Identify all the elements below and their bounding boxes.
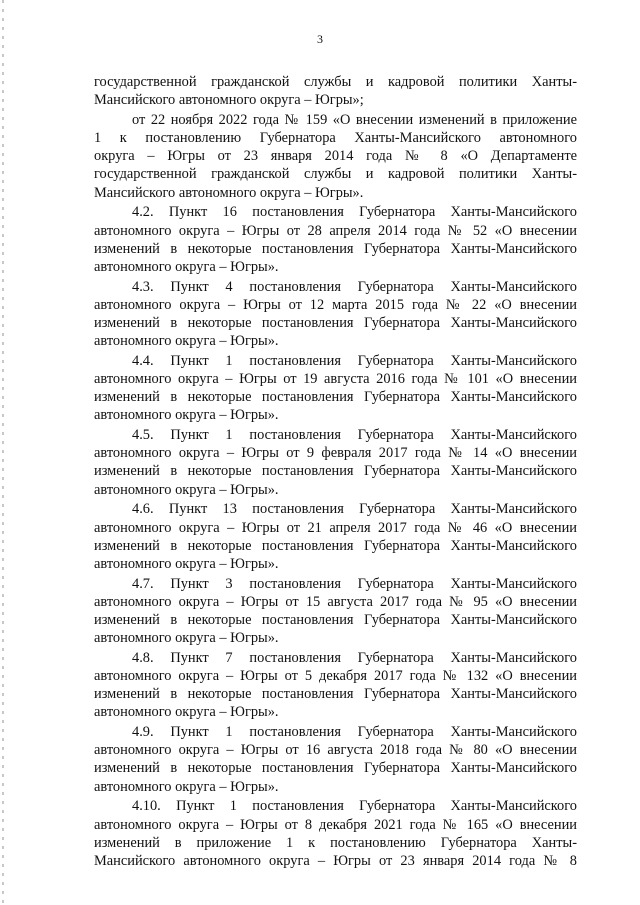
text-line: государственной гражданской службы и кадровой политики Ханты- bbox=[94, 166, 577, 183]
text-line: изменений в некоторые постановления Губернатора Ханты-Мансийского bbox=[94, 760, 577, 777]
paragraph-item-4-9 bbox=[94, 723, 577, 796]
paragraph-item-4-5 bbox=[94, 426, 577, 499]
text-line: автономного округа – Югры от 15 августа 2017 года № 95 «О внесении bbox=[94, 593, 577, 610]
text-line: изменений в некоторые постановления Губернатора Ханты-Мансийского bbox=[94, 463, 577, 480]
text-line: изменений в некоторые постановления Губернатора Ханты-Мансийского bbox=[94, 686, 577, 703]
text-line: автономного округа – Югры от 28 апреля 2014 года № 52 «О внесении bbox=[94, 222, 577, 239]
text-line: автономного округа – Югры от 5 декабря 2017 года № 132 «О внесении bbox=[94, 668, 577, 684]
text-line: автономного округа – Югры от 19 августа 2016 года № 101 «О внесении bbox=[94, 371, 577, 387]
document-body bbox=[94, 73, 577, 872]
text-line: автономного округа – Югры». bbox=[94, 407, 279, 424]
paragraph-nov-2022 bbox=[94, 111, 577, 202]
paragraph-item-4-7 bbox=[94, 575, 577, 648]
text-line: 4.8. Пункт 7 постановления Губернатора Ханты-Мансийского bbox=[132, 649, 577, 666]
text-line: 4.5. Пункт 1 постановления Губернатора Ханты-Мансийского bbox=[132, 427, 577, 444]
text-line: 4.2. Пункт 16 постановления Губернатора Ханты-Мансийского bbox=[132, 204, 577, 221]
text-line: Мансийского автономного округа – Югры». bbox=[94, 184, 364, 201]
text-line: изменений в некоторые постановления Губернатора Ханты-Мансийского bbox=[94, 314, 577, 331]
paragraph-item-4-3 bbox=[94, 278, 577, 351]
text-line: автономного округа – Югры от 16 августа 2018 года № 80 «О внесении bbox=[94, 742, 577, 759]
page-number: 3 bbox=[317, 32, 323, 46]
text-line: округа – Югры от 23 января 2014 года № 8 «О Департаменте bbox=[94, 148, 577, 165]
text-line: автономного округа – Югры от 21 апреля 2017 года № 46 «О внесении bbox=[94, 519, 577, 536]
paragraph-item-4-2 bbox=[94, 203, 577, 276]
text-line: 4.10. Пункт 1 постановления Губернатора Ханты-Мансийского bbox=[132, 798, 577, 815]
scan-edge-artifact bbox=[2, 0, 4, 905]
text-line: 4.4. Пункт 1 постановления Губернатора Ханты-Мансийского bbox=[132, 352, 577, 369]
text-line: 1 к постановлению Губернатора Ханты-Мансийского автономного bbox=[94, 130, 577, 147]
paragraph-item-4-8 bbox=[94, 649, 577, 722]
text-line: 4.9. Пункт 1 постановления Губернатора Ханты-Мансийского bbox=[132, 724, 577, 741]
text-line: автономного округа – Югры». bbox=[94, 481, 279, 498]
text-line: 4.6. Пункт 13 постановления Губернатора Ханты-Мансийского bbox=[132, 501, 577, 518]
text-line: автономного округа – Югры от 8 декабря 2021 года № 165 «О внесении bbox=[94, 816, 577, 833]
paragraph-item-4-10 bbox=[94, 797, 577, 870]
paragraph-item-4-6 bbox=[94, 500, 577, 573]
text-line: изменений в некоторые постановления Губернатора Ханты-Мансийского bbox=[94, 611, 577, 628]
text-line: Мансийского автономного округа – Югры»; bbox=[94, 92, 364, 109]
text-line: 4.7. Пункт 3 постановления Губернатора Ханты-Мансийского bbox=[132, 575, 577, 592]
text-line: изменений в некоторые постановления Губернатора Ханты-Мансийского bbox=[94, 240, 577, 257]
text-line: автономного округа – Югры». bbox=[94, 258, 279, 275]
text-line: изменений в некоторые постановления Губернатора Ханты-Мансийского bbox=[94, 389, 577, 406]
text-line: автономного округа – Югры». bbox=[94, 778, 279, 795]
paragraph-intro-continuation bbox=[94, 73, 577, 109]
text-line: автономного округа – Югры от 12 марта 2015 года № 22 «О внесении bbox=[94, 296, 577, 313]
text-line: автономного округа – Югры». bbox=[94, 555, 279, 572]
text-line: автономного округа – Югры». bbox=[94, 704, 279, 721]
text-line: изменений в приложение 1 к постановлению Губернатора Ханты- bbox=[94, 834, 577, 851]
text-line: автономного округа – Югры». bbox=[94, 630, 279, 647]
text-line: автономного округа – Югры». bbox=[94, 333, 279, 350]
text-line: изменений в некоторые постановления Губернатора Ханты-Мансийского bbox=[94, 537, 577, 554]
text-line: государственной гражданской службы и кадровой политики Ханты- bbox=[94, 74, 577, 90]
text-line: 4.3. Пункт 4 постановления Губернатора Ханты-Мансийского bbox=[132, 278, 577, 295]
paragraph-item-4-4 bbox=[94, 352, 577, 425]
text-line: автономного округа – Югры от 9 февраля 2017 года № 14 «О внесении bbox=[94, 445, 577, 462]
text-line: от 22 ноября 2022 года № 159 «О внесении изменений в приложение bbox=[132, 111, 577, 128]
text-line: Мансийского автономного округа – Югры от 23 января 2014 года № 8 bbox=[94, 852, 577, 869]
